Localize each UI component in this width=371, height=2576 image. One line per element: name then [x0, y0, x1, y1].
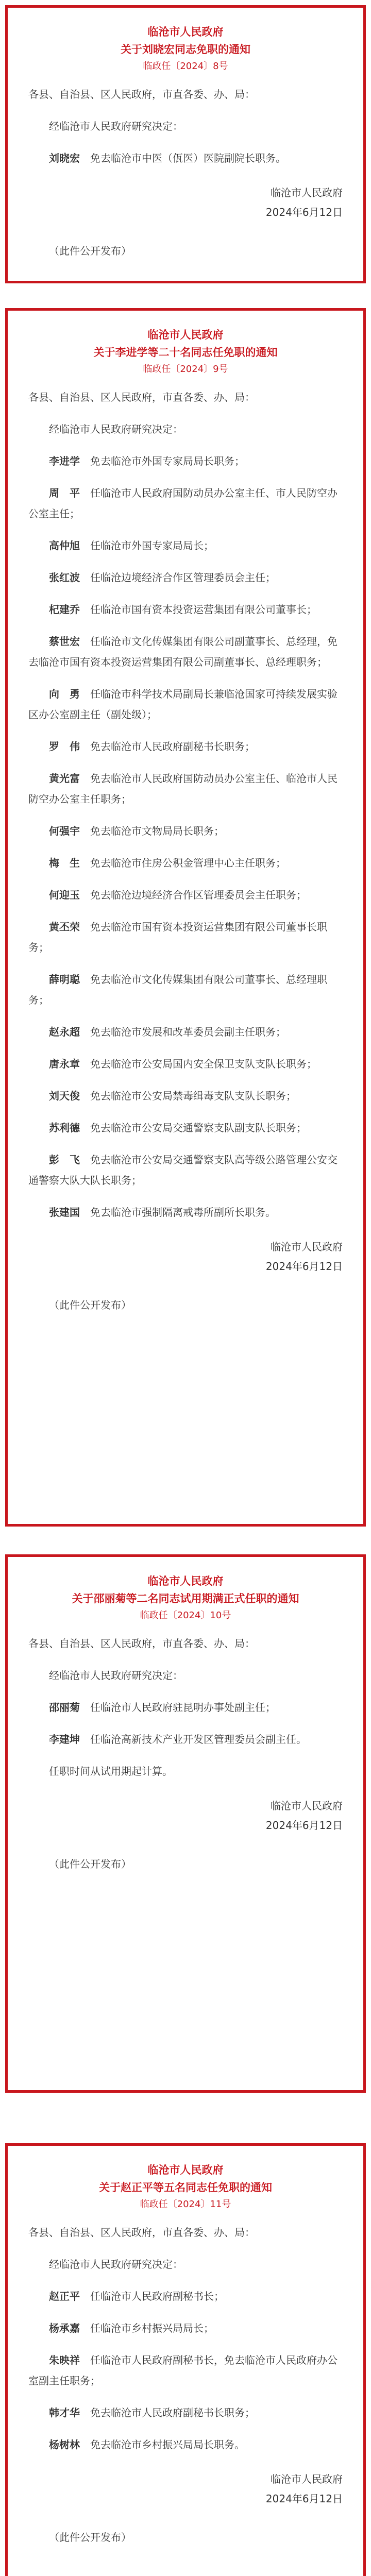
person-name: 高仲旭 [49, 539, 80, 552]
appointment-item [28, 1054, 343, 1074]
appointment-item [28, 1149, 343, 1191]
notice-card [5, 2143, 366, 2576]
appointment-item [28, 567, 343, 588]
appointment-text: 任临沧市人民政府国防动员办公室主任、市人民防空办公室主任； [28, 487, 338, 520]
decision-intro: 经临沧市人民政府研究决定： [49, 423, 183, 435]
person-name: 薛明聪 [49, 973, 80, 986]
person-name: 邵丽菊 [49, 1701, 80, 1714]
appointment-text: 免去临沧市公安局禁毒缉毒支队支队长职务； [90, 1090, 296, 1102]
appointment-item [28, 1202, 343, 1223]
issue-date: 2024年6月12日 [265, 206, 343, 218]
person-name: 周 平 [49, 487, 80, 499]
appointment-text: 免去临沧市文物局局长职务； [90, 825, 224, 837]
person-name: 何迎玉 [49, 889, 80, 901]
issue-date: 2024年6月12日 [265, 2493, 343, 2505]
appointment-item [28, 1022, 343, 1042]
person-name: 彭 飞 [49, 1154, 80, 1166]
publication-note: （此件公开发布） [49, 1299, 131, 1311]
appointment-text: 任临沧市人民政府驻昆明办事处副主任； [90, 1701, 276, 1714]
appointment-text: 免去临沧市国有资本投资运营集团有限公司董事长职务； [28, 921, 327, 954]
appointment-text: 免去临沧市住房公积金管理中心主任职务； [90, 857, 286, 869]
recipients: 各县、自治县、区人民政府，市直各委、办、局： [28, 391, 255, 403]
appointment-text: 免去临沧市外国专家局局长职务； [90, 455, 245, 467]
appointment-text: 任临沧市人民政府副秘书长，免去临沧市人民政府办公室副主任职务； [28, 2354, 338, 2387]
appointment-text: 任临沧边境经济合作区管理委员会主任； [90, 571, 276, 584]
appointment-text: 任临沧市文化传媒集团有限公司副董事长、总经理，免去临沧市国有资本投资运营集团有限公司副董事长、总经理职务； [28, 635, 338, 668]
signing-org: 临沧市人民政府 [271, 1800, 343, 1812]
person-name: 向 勇 [49, 688, 80, 700]
decision-intro: 经临沧市人民政府研究决定： [49, 120, 183, 132]
appointment-text: 免去临沧市中医（佤医）医院副院长职务。 [90, 152, 286, 164]
appointment-text: 任临沧市外国专家局局长； [90, 539, 214, 552]
notice-title: 关于刘晓宏同志免职的通知 [121, 43, 250, 56]
notice-header [8, 311, 363, 378]
person-name: 刘晓宏 [49, 152, 80, 164]
notice-body [8, 1624, 363, 1874]
person-name: 李进学 [49, 455, 80, 467]
notice-body [8, 75, 363, 261]
issuing-org: 临沧市人民政府 [147, 2164, 224, 2176]
signature-block [28, 1796, 343, 1835]
appointment-text: 任临沧高新技术产业开发区管理委员会副主任。 [90, 1733, 307, 1745]
publication-note: （此件公开发布） [49, 245, 131, 257]
notice-title: 关于赵正平等五名同志任免职的通知 [99, 2181, 272, 2194]
publication-note: （此件公开发布） [49, 2531, 131, 2544]
appointment-text: 任临沧市国有资本投资运营集团有限公司董事长； [90, 603, 317, 616]
notice-title: 关于邵丽菊等二名同志试用期满正式任职的通知 [72, 1592, 299, 1605]
signing-org: 临沧市人民政府 [271, 2473, 343, 2485]
issuing-org: 临沧市人民政府 [147, 329, 224, 341]
decision-intro: 经临沧市人民政府研究决定： [49, 2258, 183, 2270]
decision-intro: 经临沧市人民政府研究决定： [49, 1669, 183, 1682]
notice-body [8, 2213, 363, 2548]
person-name: 张建国 [49, 1206, 80, 1218]
document-number: 临政任〔2024〕8号 [143, 61, 228, 72]
publication-note: （此件公开发布） [49, 1858, 131, 1870]
appointment-text: 任临沧市人民政府副秘书长； [90, 2290, 224, 2302]
appointment-text: 任临沧市乡村振兴局局长； [90, 2322, 214, 2334]
appointment-item [28, 684, 343, 725]
appointment-item [28, 736, 343, 757]
appointment-item [28, 2286, 343, 2307]
person-name: 张红波 [49, 571, 80, 584]
appointment-text: 免去临沧市强制隔离戒毒所副所长职务。 [90, 1206, 276, 1218]
signing-org: 临沧市人民政府 [271, 1241, 343, 1253]
notice-card [5, 308, 366, 1527]
appointment-item [28, 885, 343, 905]
person-name: 杨树林 [49, 2438, 80, 2451]
appointment-item [28, 1117, 343, 1138]
document-number: 临政任〔2024〕9号 [143, 364, 228, 375]
appointment-text: 免去临沧市人民政府国防动员办公室主任、临沧市人民防空办公室主任职务； [28, 772, 338, 805]
appointment-item [28, 599, 343, 620]
notice-body [8, 378, 363, 1315]
appointment-item [28, 2402, 343, 2423]
appointment-text: 免去临沧市人民政府副秘书长职务； [90, 740, 255, 753]
appointment-text: 免去临沧市公安局交通警察支队副支队长职务； [90, 1122, 307, 1134]
notice-card [5, 1554, 366, 2093]
person-name: 黄光富 [49, 772, 80, 785]
document-number: 临政任〔2024〕11号 [140, 2199, 231, 2210]
appointment-item [28, 821, 343, 841]
person-name: 黄丕荣 [49, 921, 80, 933]
appointment-item [28, 2350, 343, 2391]
appointment-item [28, 535, 343, 556]
appointment-item [28, 917, 343, 958]
appointment-item [28, 853, 343, 873]
appointment-item [28, 2434, 343, 2455]
person-name: 朱映祥 [49, 2354, 80, 2366]
notice-title: 关于李进学等二十名同志任免职的通知 [93, 346, 278, 359]
appointment-item [28, 2318, 343, 2338]
supplementary-note: 任职时间从试用期起计算。 [49, 1765, 173, 1777]
appointment-item [28, 631, 343, 672]
appointment-text: 免去临沧市人民政府副秘书长职务； [90, 2406, 255, 2419]
person-name: 苏利德 [49, 1122, 80, 1134]
issuing-org: 临沧市人民政府 [147, 1575, 224, 1587]
person-name: 罗 伟 [49, 740, 80, 753]
appointment-item [28, 768, 343, 809]
appointment-item [28, 969, 343, 1010]
person-name: 李建坤 [49, 1733, 80, 1745]
notice-header [8, 1557, 363, 1624]
person-name: 赵正平 [49, 2290, 80, 2302]
appointment-text: 免去临沧市公安局交通警察支队高等级公路管理公安交通警察大队大队长职务； [28, 1154, 338, 1187]
recipients: 各县、自治县、区人民政府，市直各委、办、局： [28, 2226, 255, 2239]
signature-block [28, 1237, 343, 1276]
appointment-text: 免去临沧市发展和改革委员会副主任职务； [90, 1026, 286, 1038]
appointment-text: 免去临沧市乡村振兴局局长职务。 [90, 2438, 245, 2451]
recipients: 各县、自治县、区人民政府，市直各委、办、局： [28, 1637, 255, 1650]
appointment-text: 免去临沧市公安局国内安全保卫支队支队长职务； [90, 1058, 317, 1070]
appointment-text: 免去临沧市文化传媒集团有限公司董事长、总经理职务； [28, 973, 327, 1006]
appointment-item [28, 1729, 343, 1750]
appointment-text: 任临沧市科学技术局副局长兼临沧国家可持续发展实验区办公室副主任（副处级）； [28, 688, 338, 721]
person-name: 蔡世宏 [49, 635, 80, 648]
issuing-org: 临沧市人民政府 [147, 26, 224, 38]
notice-card [5, 5, 366, 283]
appointment-item [28, 1697, 343, 1718]
issue-date: 2024年6月12日 [265, 1260, 343, 1273]
appointment-item [28, 451, 343, 471]
person-name: 杨承嘉 [49, 2322, 80, 2334]
person-name: 杞建乔 [49, 603, 80, 616]
appointment-item [28, 1086, 343, 1106]
notice-header [8, 2146, 363, 2213]
person-name: 赵永超 [49, 1026, 80, 1038]
issue-date: 2024年6月12日 [265, 1819, 343, 1832]
signing-org: 临沧市人民政府 [271, 187, 343, 199]
person-name: 何强宇 [49, 825, 80, 837]
person-name: 唐永章 [49, 1058, 80, 1070]
notice-header [8, 8, 363, 75]
person-name: 韩才华 [49, 2406, 80, 2419]
appointment-text: 免去临沧边境经济合作区管理委员会主任职务； [90, 889, 307, 901]
signature-block [28, 183, 343, 222]
person-name: 刘天俊 [49, 1090, 80, 1102]
document-number: 临政任〔2024〕10号 [140, 1610, 231, 1621]
appointment-item [28, 483, 343, 524]
signature-block [28, 2469, 343, 2509]
appointment-item [28, 148, 343, 168]
recipients: 各县、自治县、区人民政府，市直各委、办、局： [28, 88, 255, 100]
person-name: 梅 生 [49, 857, 80, 869]
